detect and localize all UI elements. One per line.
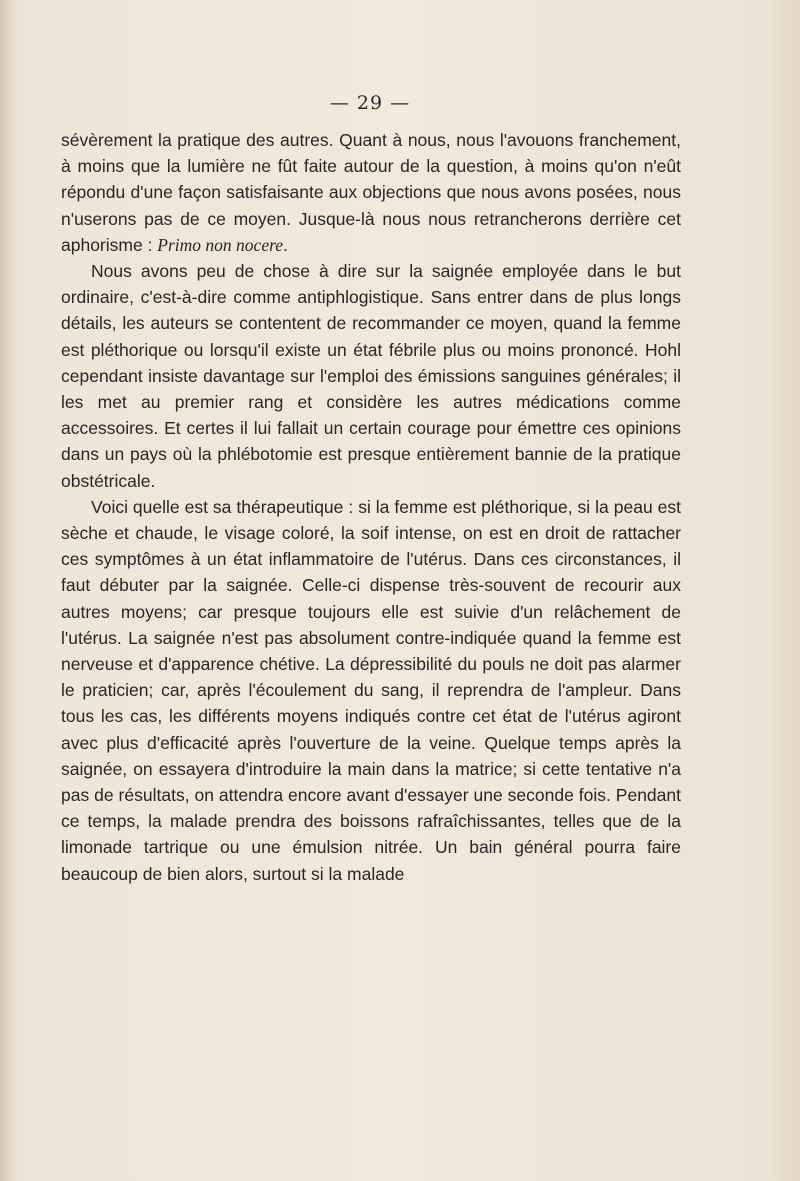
- paragraph: Voici quelle est sa thérapeutique : si la femme est pléthorique, si la peau est sèche et chaude, le visage coloré, la soif intense, on est en droit de rattacher ces symptômes à un état inflammatoire de l'utérus. Dans ces circonstances, il faut débuter par la saignée. Celle-ci dispense très-souvent de recourir aux autres moyens; car presque toujours elle est suivie d'un relâchement de l'utérus. La saignée n'est pas absolument contre-indiquée quand la femme est nerveuse et d'apparence chétive. La dépressibilité du pouls ne doit pas alarmer le praticien; car, après l'écoulement du sang, il reprendra de l'ampleur. Dans tous les cas, les différents moyens indiqués contre cet état de l'utérus agiront avec plus d'efficacité après l'ouverture de la veine. Quelque temps après la saignée, on essayera d'introduire la main dans la matrice; si cette tentative n'a pas de résultats, on attendra encore avant d'essayer une seconde fois. Pendant ce temps, la malade prendra des boissons rafraîchissantes, telles que de la limonade tartrique ou une émulsion nitrée. Un bain général pourra faire beaucoup de bien alors, surtout si la malade: [61, 496, 681, 884]
- paragraph-end-punctuation: .: [283, 234, 288, 255]
- page-number: — 29 —: [329, 92, 411, 114]
- body-text: [61, 127, 681, 887]
- paragraph-continuation: [61, 127, 681, 258]
- page-gutter-shadow: [0, 0, 14, 1181]
- paragraph-text: sévèrement la pratique des autres. Quant à nous, nous l'avouons franchement, à moins que la lumière ne fût faite autour de la question, à moins qu'on n'eût répondu d'une façon satisfaisante aux objections que nous avons posées, nous n'userons pas de ce moyen. Jusque-là nous nous retrancherons derrière cet aphorisme :: [61, 130, 681, 255]
- latin-aphorism: Primo non nocere: [157, 234, 284, 255]
- paragraph: Nous avons peu de chose à dire sur la saignée employée dans le but ordinaire, c'est-à-dire comme antiphlogistique. Sans entrer dans de plus longs détails, les auteurs se contentent de recommander ce moyen, quand la femme est pléthorique ou lorsqu'il existe un état fébrile plus ou moins prononcé. Hohl cependant insiste davantage sur l'emploi des émissions sanguines générales; il les met au premier rang et considère les autres médications comme accessoires. Et certes il lui fallait un certain courage pour émettre ces opinions dans un pays où la phlébotomie est presque entièrement bannie de la pratique obstétricale.: [61, 261, 681, 491]
